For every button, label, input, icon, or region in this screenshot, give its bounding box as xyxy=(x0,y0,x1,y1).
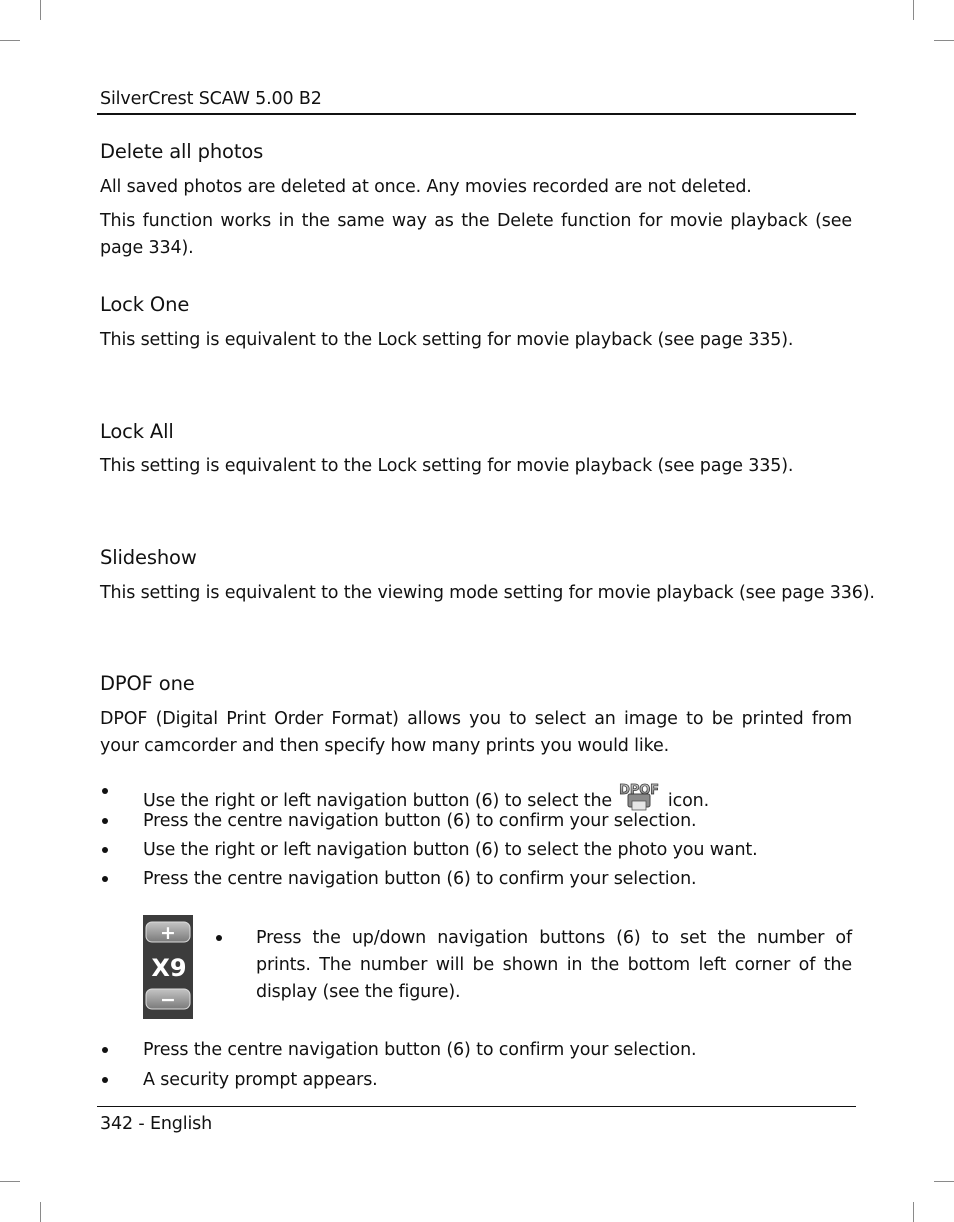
list-item: Press the centre navigation button (6) to confirm your selection. xyxy=(143,811,697,831)
bullet-dot xyxy=(102,1077,108,1083)
list-item: Press the up/down navigation buttons (6) to set the number of prints. The number will be shown in the bottom left corner of the display (see the figure). xyxy=(256,928,852,1002)
paragraph: This setting is equivalent to the Lock setting for movie playback (see page 335). xyxy=(100,456,794,476)
heading-slideshow: Slideshow xyxy=(100,546,197,569)
page-number: 342 - English xyxy=(100,1114,213,1134)
bullet-dot xyxy=(102,1047,108,1053)
footer-rule xyxy=(97,1106,856,1107)
crop-mark xyxy=(934,1181,954,1182)
header-rule xyxy=(97,113,856,115)
print-count-value: X9 xyxy=(151,954,187,982)
print-count-figure xyxy=(143,915,193,1019)
bullet-dot xyxy=(102,818,108,824)
list-item: Use the right or left navigation button (6) to select the photo you want. xyxy=(143,840,758,860)
list-item: Press the centre navigation button (6) to confirm your selection. xyxy=(143,1040,697,1060)
paragraph: All saved photos are deleted at once. Any movies recorded are not deleted. xyxy=(100,177,752,197)
list-item: A security prompt appears. xyxy=(143,1070,378,1090)
bullet-dot xyxy=(102,876,108,882)
minus-icon: − xyxy=(160,989,176,1011)
dpof-icon xyxy=(619,777,659,811)
paragraph: DPOF (Digital Print Order Format) allows you to select an image to be printed from your camcorder and then specify how many prints you would like. xyxy=(100,709,852,756)
bullet-dot xyxy=(216,935,222,941)
paragraph: This function works in the same way as the Delete function for movie playback (see page 334). xyxy=(100,211,852,258)
heading-lock-one: Lock One xyxy=(100,293,190,316)
paragraph: This setting is equivalent to the viewing mode setting for movie playback (see page 336). xyxy=(100,583,875,603)
heading-dpof-one: DPOF one xyxy=(100,672,195,695)
header-title: SilverCrest SCAW 5.00 B2 xyxy=(100,89,322,109)
paragraph: This setting is equivalent to the Lock setting for movie playback (see page 335). xyxy=(100,330,794,350)
heading-lock-all: Lock All xyxy=(100,420,174,443)
bullet-dot xyxy=(102,847,108,853)
crop-mark xyxy=(0,40,20,41)
bullet-dot xyxy=(102,788,108,794)
list-item-text: Use the right or left navigation button (6) to select the xyxy=(143,791,613,811)
crop-mark xyxy=(913,0,914,20)
plus-icon: + xyxy=(160,922,176,944)
crop-mark xyxy=(40,0,41,20)
list-item: Press the centre navigation button (6) to confirm your selection. xyxy=(143,869,697,889)
heading-delete-all: Delete all photos xyxy=(100,140,264,163)
crop-mark xyxy=(0,1181,20,1182)
list-item-text: icon. xyxy=(667,791,709,811)
dpof-icon-label: DPOF xyxy=(619,783,660,798)
crop-mark xyxy=(913,1202,914,1222)
crop-mark xyxy=(934,40,954,41)
crop-mark xyxy=(40,1202,41,1222)
